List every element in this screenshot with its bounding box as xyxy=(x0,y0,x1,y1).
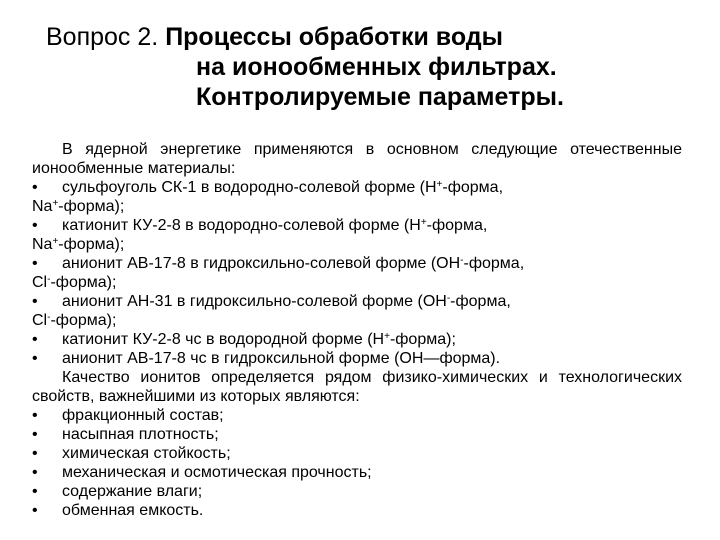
material-part: -форма, xyxy=(450,293,511,310)
quality-paragraph: Качество ионитов определяется рядом физико-химических и технологических свойств, важнейшими из которых являются: xyxy=(32,369,682,405)
list-item xyxy=(32,330,682,349)
list-item xyxy=(32,254,682,273)
material-text xyxy=(62,178,682,197)
superscript: - xyxy=(47,312,51,323)
list-item xyxy=(32,482,682,501)
bullet: • xyxy=(32,483,38,500)
slide-body xyxy=(32,140,682,520)
list-item-wrap xyxy=(32,273,682,292)
question-label: Вопрос 2. xyxy=(46,23,159,51)
list-item-wrap xyxy=(32,235,682,254)
material-part: Na xyxy=(32,236,53,253)
material-part: -форма, xyxy=(426,217,488,234)
title-line-3: Контролируемые параметры. xyxy=(196,83,564,111)
list-item-wrap xyxy=(32,311,682,330)
intro-paragraph: В ядерной энергетике применяются в основном следующие отечественные ионообменные материалы: xyxy=(32,141,682,177)
dash: — xyxy=(423,350,440,367)
material-part: -форма); xyxy=(50,312,117,329)
list-item xyxy=(32,292,682,311)
material-part: Cl xyxy=(32,312,48,329)
material-part: сульфоуголь СК-1 в водородно-солевой форме (Н xyxy=(62,179,437,196)
material-part: -форма); xyxy=(50,274,117,291)
list-item xyxy=(32,425,682,444)
list-item xyxy=(32,178,682,197)
list-item-wrap xyxy=(32,197,682,216)
material-part: анионит АН-31 в гидроксильно-солевой форме (ОН xyxy=(62,293,447,310)
slide-title xyxy=(46,22,706,112)
material-part: -форма); xyxy=(58,236,125,253)
superscript: + xyxy=(420,217,427,228)
properties-list xyxy=(32,406,682,520)
bullet: • xyxy=(32,255,38,272)
material-part: Na xyxy=(32,198,53,215)
bullet: • xyxy=(32,407,38,424)
superscript: + xyxy=(52,198,59,209)
material-part: форма). xyxy=(439,350,501,367)
material-part: Cl xyxy=(32,274,48,291)
bullet: • xyxy=(32,293,38,310)
title-line-1: Процессы обработки воды xyxy=(165,23,503,51)
property-text: химическая стойкость; xyxy=(62,445,231,462)
bullet: • xyxy=(32,502,38,519)
list-item xyxy=(32,406,682,425)
property-text: содержание влаги; xyxy=(62,483,203,500)
material-part: -форма); xyxy=(389,331,456,348)
property-text: насыпная плотность; xyxy=(62,426,219,443)
material-part: анионит АВ-17-8 чс в гидроксильной форме (ОН xyxy=(62,350,424,367)
list-item xyxy=(32,444,682,463)
material-part: катионит КУ-2-8 в водородно-солевой форме (Н xyxy=(62,217,421,234)
superscript: + xyxy=(384,331,390,342)
superscript: - xyxy=(460,255,464,266)
property-text: механическая и осмотическая прочность; xyxy=(62,464,372,481)
title-line-2: на ионообменных фильтрах. xyxy=(196,53,557,81)
list-item xyxy=(32,463,682,482)
material-part: -форма); xyxy=(58,198,125,215)
material-part: катионит КУ-2-8 чс в водородной форме (Н xyxy=(62,331,385,348)
bullet: • xyxy=(32,179,38,196)
bullet: • xyxy=(32,464,38,481)
material-text xyxy=(62,330,682,349)
list-item xyxy=(32,349,682,368)
materials-list xyxy=(32,178,682,368)
material-text xyxy=(62,216,682,235)
material-text xyxy=(62,254,682,273)
list-item xyxy=(32,501,682,520)
superscript: - xyxy=(47,274,51,285)
bullet: • xyxy=(32,331,38,348)
material-text xyxy=(62,292,682,311)
bullet: • xyxy=(32,426,38,443)
bullet: • xyxy=(32,350,38,367)
list-item xyxy=(32,216,682,235)
property-text: фракционный состав; xyxy=(62,407,224,424)
bullet: • xyxy=(32,217,38,234)
bullet: • xyxy=(32,445,38,462)
material-text xyxy=(62,349,682,368)
material-part: анионит АВ-17-8 в гидроксильно-солевой форме (ОН xyxy=(62,255,461,272)
property-text: обменная емкость. xyxy=(62,502,204,519)
material-part: -форма, xyxy=(442,179,504,196)
material-part: -форма, xyxy=(463,255,525,272)
superscript: - xyxy=(446,293,451,304)
superscript: + xyxy=(436,179,443,190)
superscript: + xyxy=(52,236,59,247)
